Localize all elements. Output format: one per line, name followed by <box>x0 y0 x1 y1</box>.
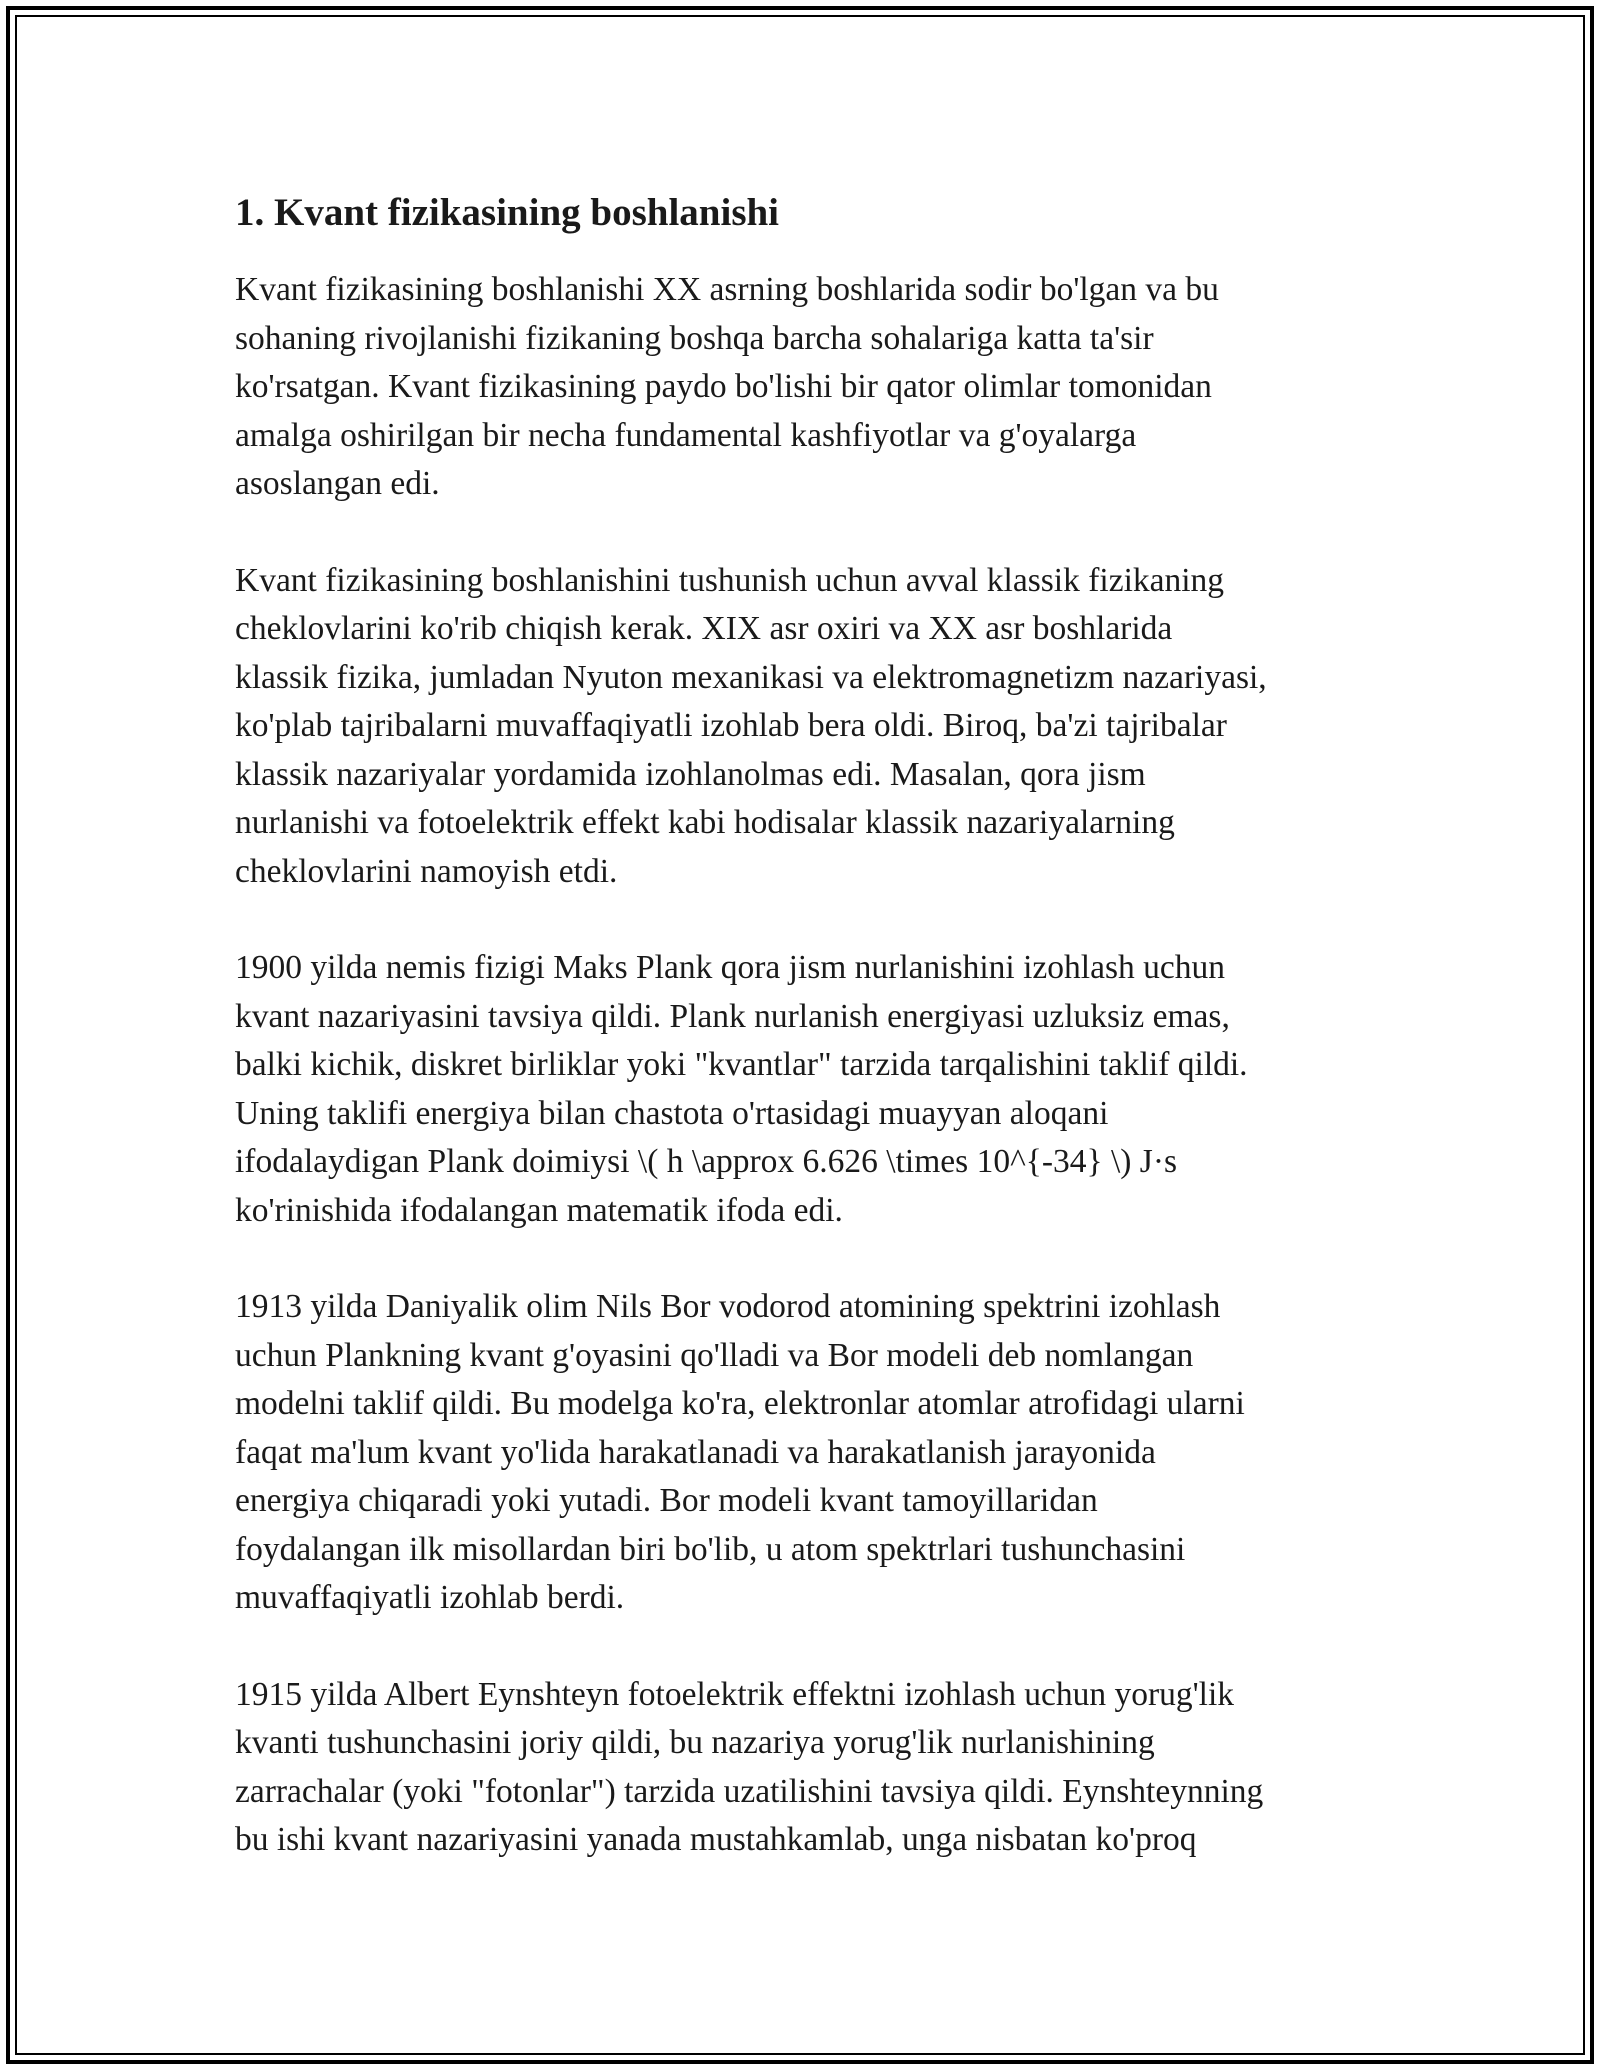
section-heading: 1. Kvant fizikasining boshlanishi <box>235 191 780 234</box>
paragraph-5: 1915 yilda Albert Eynshteyn fotoelektrik effektni izohlash uchun yorug'lik kvanti tushunchasini joriy qildi, bu nazariya yorug'lik nurlanishining zarrachalar (yoki "fotonlar") tarzida uzatilishini tavsiya qildi. Eynshteynning bu ishi kvant nazariyasini yanada mustahkamlab, unga nisbatan ko'proq <box>235 1675 1264 1858</box>
paragraph-2: Kvant fizikasining boshlanishini tushunish uchun avval klassik fizikaning cheklovlarini ko'rib chiqish kerak. XIX asr oxiri va XX asr boshlarida klassik fizika, jumladan Nyuton mexanikasi va elektromagnetizm nazariyasi, ko'plab tajribalarni muvaffaqiyatli izohlab bera oldi. Biroq, ba'zi tajribalar klassik nazariyalar yordamida izohlanolmas edi. Masalan, qora jism nurlanishi va fotoelektrik effekt kabi hodisalar klassik nazariyalarning cheklovlarini namoyish etdi. <box>235 561 1267 890</box>
paragraph-3: 1900 yilda nemis fizigi Maks Plank qora jism nurlanishini izohlash uchun kvant nazariyasini tavsiya qildi. Plank nurlanish energiyasi uzluksiz emas, balki kichik, diskret birliklar yoki "kvantlar" tarzida tarqalishini taklif qildi. Uning taklifi energiya bilan chastota o'rtasidagi muayyan aloqani ifodalaydigan Plank doimiysi \( h \approx 6.626 \times 10^{-34} \) J·s ko'rinishida ifodalangan matematik ifoda edi. <box>235 949 1248 1229</box>
paragraph-1: Kvant fizikasining boshlanishi XX asrning boshlarida sodir bo'lgan va bu sohaning rivojlanishi fizikaning boshqa barcha sohalariga katta ta'sir ko'rsatgan. Kvant fizikasining paydo bo'lishi bir qator olimlar tomonidan amalga oshirilgan bir necha fundamental kashfiyotlar va g'oyalarga asoslangan edi. <box>235 271 1219 502</box>
document-body <box>235 186 1385 1913</box>
paragraph-4: 1913 yilda Daniyalik olim Nils Bor vodorod atomining spektrini izohlash uchun Plankning kvant g'oyasini qo'lladi va Bor modeli deb nomlangan modelni taklif qildi. Bu modelga ko'ra, elektronlar atomlar atrofidagi ularni faqat ma'lum kvant yo'lida harakatlanadi va harakatlanish jarayonida energiya chiqaradi yoki yutadi. Bor modeli kvant tamoyillaridan foydalangan ilk misollardan biri bo'lib, u atom spektrlari tushunchasini muvaffaqiyatli izohlab berdi. <box>235 1288 1245 1616</box>
